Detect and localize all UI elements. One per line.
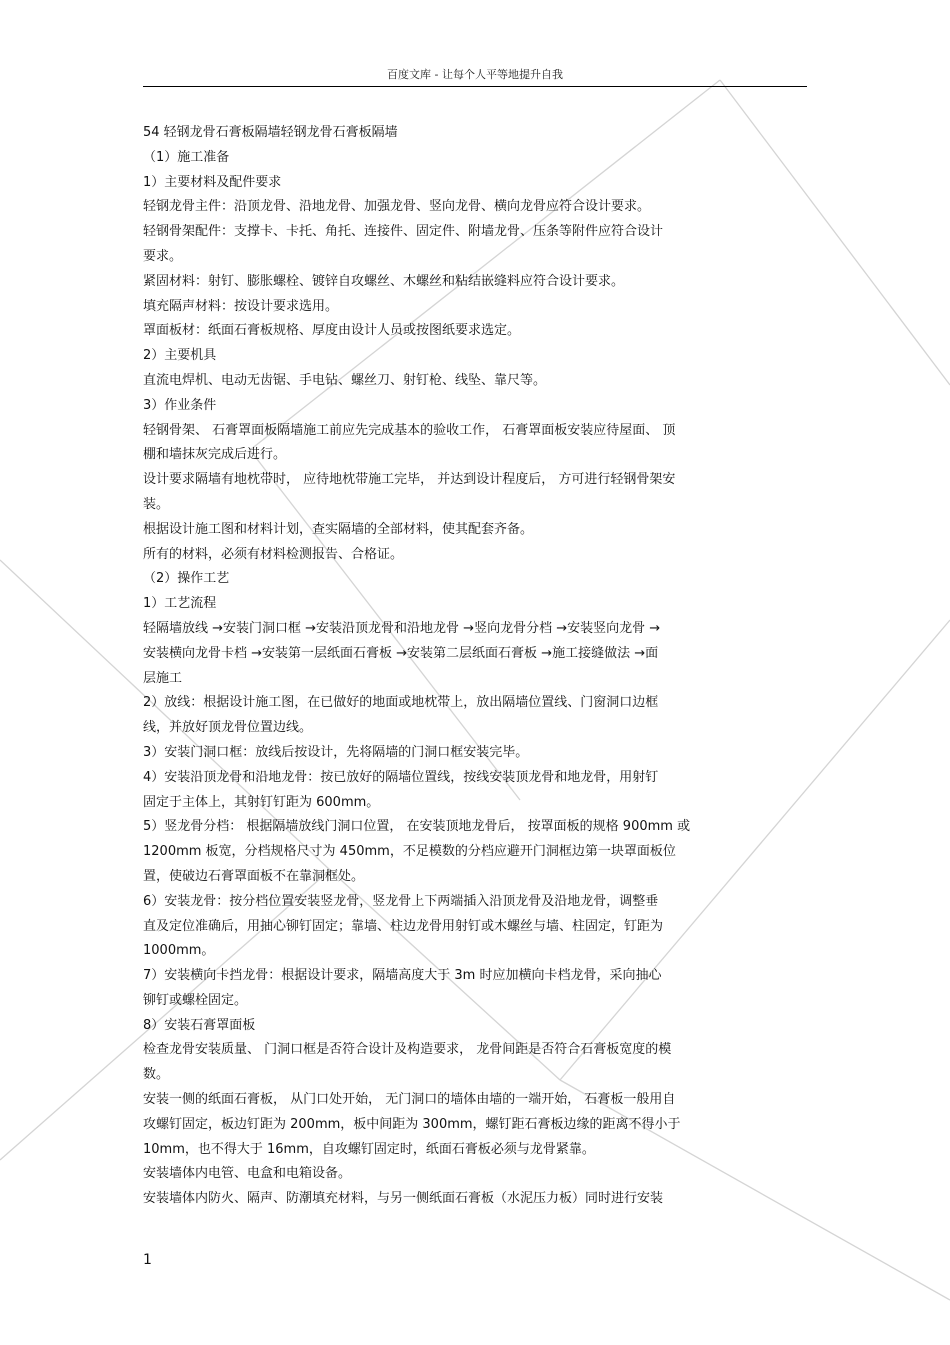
text-line: 根据设计施工图和材料计划，查实隔墙的全部材料，使其配套齐备。 — [143, 521, 534, 537]
text-line: 填充隔声材料：按设计要求选用。 — [143, 298, 339, 314]
text-line: 装。 — [143, 496, 170, 512]
text-line: 5）竖龙骨分档： 根据隔墙放线门洞口位置， 在安装顶地龙骨后， 按罩面板的规格 900mm 或 — [143, 819, 691, 835]
text-line: 线，并放好顶龙骨位置边线。 — [143, 720, 313, 736]
text-line: 设计要求隔墙有地枕带时， 应待地枕带施工完毕， 并达到设计程度后， 方可进行轻钢骨架安 — [143, 472, 676, 488]
text-line: 铆钉或螺栓固定。 — [143, 992, 248, 1008]
text-line: 10mm，也不得大于 16mm，自攻螺钉固定时，纸面石膏板必须与龙骨紧靠。 — [143, 1141, 595, 1157]
text-line: 安装墙体内防火、隔声、防潮填充材料，与另一侧纸面石膏板（水泥压力板）同时进行安装 — [143, 1191, 664, 1207]
text-line: 8）安装石膏罩面板 — [143, 1017, 256, 1033]
text-line: 轻隔墙放线 →安装门洞口框 →安装沿顶龙骨和沿地龙骨 →竖向龙骨分档 →安装竖向龙骨 → — [143, 620, 661, 636]
text-line: 固定于主体上，其射钉钉距为 600mm。 — [143, 794, 380, 810]
header-text: 百度文库 - 让每个人平等地提升自我 — [387, 68, 563, 81]
text-line: 4）安装沿顶龙骨和沿地龙骨：按已放好的隔墙位置线，按线安装顶龙骨和地龙骨，用射钉 — [143, 769, 659, 785]
page-number: 1 — [143, 1252, 152, 1268]
text-line: 2）放线：根据设计施工图，在已做好的地面或地枕带上，放出隔墙位置线、门窗洞口边框 — [143, 695, 659, 711]
text-line: 检查龙骨安装质量、 门洞口框是否符合设计及构造要求， 龙骨间距是否符合石膏板宽度的模 — [143, 1042, 672, 1058]
text-line: 直及定位准确后，用抽心铆钉固定；靠墙、柱边龙骨用射钉或木螺丝与墙、柱固定，钉距为 — [143, 918, 664, 934]
text-line: （2）操作工艺 — [143, 571, 230, 587]
text-line: 轻钢龙骨主件：沿顶龙骨、沿地龙骨、加强龙骨、竖向龙骨、横向龙骨应符合设计要求。 — [143, 199, 651, 215]
text-line: 直流电焊机、电动无齿锯、手电钻、螺丝刀、射钉枪、线坠、靠尺等。 — [143, 372, 547, 388]
text-line: 6）安装龙骨：按分档位置安装竖龙骨，竖龙骨上下两端插入沿顶龙骨及沿地龙骨，调整垂 — [143, 893, 659, 909]
text-line: 1000mm。 — [143, 943, 215, 959]
text-line: 攻螺钉固定，板边钉距为 200mm，板中间距为 300mm，螺钉距石膏板边缘的距离不得小于 — [143, 1116, 681, 1132]
text-line: 轻钢骨架、 石膏罩面板隔墙施工前应先完成基本的验收工作， 石膏罩面板安装应待屋面、 顶 — [143, 422, 676, 438]
text-line: 2）主要机具 — [143, 348, 217, 364]
text-line: 棚和墙抹灰完成后进行。 — [143, 447, 287, 463]
text-line: 1200mm 板宽，分档规格尺寸为 450mm，不足模数的分档应避开门洞框边第一块罩面板位 — [143, 844, 676, 860]
text-line: 安装墙体内电管、电盒和电箱设备。 — [143, 1166, 352, 1182]
page-header — [143, 66, 807, 87]
text-line: 7）安装横向卡挡龙骨：根据设计要求，隔墙高度大于 3m 时应加横向卡档龙骨，采向抽心 — [143, 968, 662, 984]
text-line: 1）工艺流程 — [143, 596, 217, 612]
text-line: 数。 — [143, 1067, 170, 1083]
text-line: 要求。 — [143, 248, 183, 264]
text-line: （1）施工准备 — [143, 149, 230, 165]
text-line: 安装一侧的纸面石膏板， 从门口处开始， 无门洞口的墙体由墙的一端开始， 石膏板一般用自 — [143, 1092, 676, 1108]
text-line: 54 轻钢龙骨石膏板隔墙轻钢龙骨石膏板隔墙 — [143, 125, 398, 140]
text-line: 3）作业条件 — [143, 397, 217, 413]
text-line: 层施工 — [143, 670, 183, 686]
text-line: 轻钢骨架配件：支撑卡、卡托、角托、连接件、固定件、附墙龙骨、压条等附件应符合设计 — [143, 224, 664, 240]
text-line: 罩面板材：纸面石膏板规格、厚度由设计人员或按图纸要求选定。 — [143, 323, 521, 339]
text-line: 置，使破边石膏罩面板不在靠洞框处。 — [143, 868, 365, 884]
text-line: 1）主要材料及配件要求 — [143, 174, 282, 190]
text-line: 所有的材料，必须有材料检测报告、合格证。 — [143, 546, 404, 562]
text-line: 3）安装门洞口框：放线后按设计，先将隔墙的门洞口框安装完毕。 — [143, 744, 529, 760]
text-line: 紧固材料：射钉、膨胀螺栓、镀锌自攻螺丝、木螺丝和粘结嵌缝料应符合设计要求。 — [143, 273, 625, 289]
document-body — [143, 121, 807, 1212]
text-line: 安装横向龙骨卡档 →安装第一层纸面石膏板 →安装第二层纸面石膏板 →施工接缝做法 →面 — [143, 645, 659, 661]
